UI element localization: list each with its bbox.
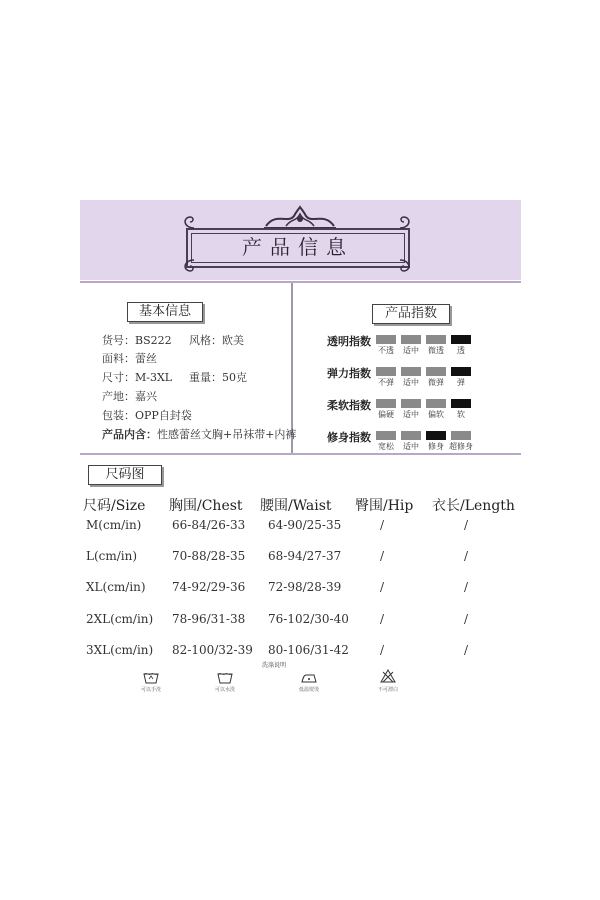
size-header: 尺码/Size bbox=[83, 498, 146, 514]
index-level-label: 弹 bbox=[457, 378, 465, 387]
size-header: 衣长/Length bbox=[432, 498, 515, 514]
size-value-cell: 68-94/27-37 bbox=[268, 549, 342, 563]
index-level-label: 适中 bbox=[403, 378, 419, 387]
size-header: 臀围/Hip bbox=[355, 498, 414, 514]
low-iron-icon bbox=[301, 671, 317, 683]
info-contents bbox=[102, 426, 296, 442]
size-value-cell: 78-96/31-38 bbox=[172, 612, 246, 626]
size-label-cell: XL(cm/in) bbox=[86, 580, 146, 594]
product-index-label: 产品指数 bbox=[372, 304, 450, 324]
index-swatch bbox=[376, 399, 396, 408]
care-label: 低温熨烫 bbox=[298, 687, 319, 693]
index-swatch bbox=[376, 431, 396, 440]
index-level-label: 适中 bbox=[403, 346, 419, 355]
index-swatch-selected bbox=[451, 335, 471, 344]
info-style: 风格：欧美 bbox=[189, 334, 244, 347]
size-chart-label: 尺码图 bbox=[88, 465, 162, 485]
size-label-cell: 2XL(cm/in) bbox=[86, 612, 154, 626]
size-value-cell: 64-90/25-35 bbox=[268, 518, 342, 532]
contents-value: 性感蕾丝文胸+吊袜带+内裤 bbox=[157, 428, 297, 441]
index-swatch bbox=[426, 335, 446, 344]
size-value-cell: / bbox=[380, 518, 385, 532]
basic-info-label: 基本信息 bbox=[127, 302, 203, 322]
crown-ornament-icon bbox=[262, 204, 338, 230]
size-value-cell: 70-88/28-35 bbox=[172, 549, 246, 563]
index-swatch bbox=[376, 367, 396, 376]
info-size: 尺寸：M-3XL bbox=[102, 371, 173, 384]
size-value-cell: / bbox=[380, 580, 385, 594]
machine-wash-icon bbox=[217, 670, 233, 684]
index-swatch bbox=[401, 431, 421, 440]
index-level-label: 偏硬 bbox=[378, 410, 394, 419]
size-header: 胸围/Chest bbox=[169, 498, 243, 514]
corner-curl-icon bbox=[398, 214, 414, 230]
divider bbox=[80, 281, 521, 283]
index-level-label: 软 bbox=[457, 410, 465, 419]
index-level-label: 超修身 bbox=[449, 442, 473, 451]
index-level-label: 不透 bbox=[378, 346, 394, 355]
contents-label: 产品内含： bbox=[102, 428, 157, 441]
index-name: 修身指数 bbox=[327, 431, 371, 444]
size-value-cell: 66-84/26-33 bbox=[172, 518, 246, 532]
care-label: 可以水洗 bbox=[214, 687, 235, 693]
size-value-cell: / bbox=[380, 612, 385, 626]
no-bleach-icon bbox=[380, 669, 396, 683]
index-name: 柔软指数 bbox=[327, 399, 371, 412]
index-level-label: 微透 bbox=[428, 346, 444, 355]
size-value-cell: / bbox=[464, 518, 469, 532]
size-value-cell: / bbox=[380, 549, 385, 563]
index-swatch bbox=[401, 335, 421, 344]
index-swatch bbox=[401, 399, 421, 408]
info-origin: 产地：嘉兴 bbox=[102, 390, 157, 403]
size-value-cell: 76-102/30-40 bbox=[268, 612, 349, 626]
size-value-cell: / bbox=[380, 643, 385, 657]
index-swatch bbox=[401, 367, 421, 376]
size-header: 腰围/Waist bbox=[260, 498, 332, 514]
care-title: 洗涤说明 bbox=[262, 662, 287, 669]
index-level-label: 不弹 bbox=[378, 378, 394, 387]
index-swatch-selected bbox=[451, 399, 471, 408]
size-value-cell: / bbox=[464, 643, 469, 657]
size-value-cell: / bbox=[464, 580, 469, 594]
size-label-cell: L(cm/in) bbox=[86, 549, 138, 563]
index-level-label: 透 bbox=[457, 346, 465, 355]
info-fabric: 面料：蕾丝 bbox=[102, 352, 157, 365]
corner-curl-icon bbox=[180, 214, 196, 230]
index-level-label: 修身 bbox=[428, 442, 444, 451]
size-label-cell: 3XL(cm/in) bbox=[86, 643, 154, 657]
size-value-cell: / bbox=[464, 549, 469, 563]
size-value-cell: 72-98/28-39 bbox=[268, 580, 342, 594]
size-label-cell: M(cm/in) bbox=[86, 518, 142, 532]
size-value-cell: 82-100/32-39 bbox=[172, 643, 253, 657]
index-name: 透明指数 bbox=[327, 335, 371, 348]
info-sku: 货号：BS222 bbox=[102, 334, 172, 347]
info-weight: 重量：50克 bbox=[189, 371, 247, 384]
index-level-label: 微弹 bbox=[428, 378, 444, 387]
index-level-label: 适中 bbox=[403, 442, 419, 451]
care-label: 不可漂白 bbox=[377, 687, 398, 693]
index-swatch bbox=[426, 399, 446, 408]
index-swatch bbox=[426, 367, 446, 376]
index-level-label: 宽松 bbox=[378, 442, 394, 451]
index-swatch bbox=[376, 335, 396, 344]
size-value-cell: 74-92/29-36 bbox=[172, 580, 246, 594]
index-swatch-selected bbox=[426, 431, 446, 440]
index-swatch bbox=[451, 431, 471, 440]
size-value-cell: / bbox=[464, 612, 469, 626]
hand-wash-icon bbox=[143, 670, 159, 684]
page-title: 产品信息 bbox=[242, 235, 354, 259]
index-level-label: 偏软 bbox=[428, 410, 444, 419]
care-label: 可以手洗 bbox=[140, 687, 161, 693]
divider bbox=[80, 453, 521, 455]
index-swatch-selected bbox=[451, 367, 471, 376]
info-package: 包装：OPP自封袋 bbox=[102, 409, 192, 422]
index-name: 弹力指数 bbox=[327, 367, 371, 380]
index-level-label: 适中 bbox=[403, 410, 419, 419]
size-value-cell: 80-106/31-42 bbox=[268, 643, 349, 657]
